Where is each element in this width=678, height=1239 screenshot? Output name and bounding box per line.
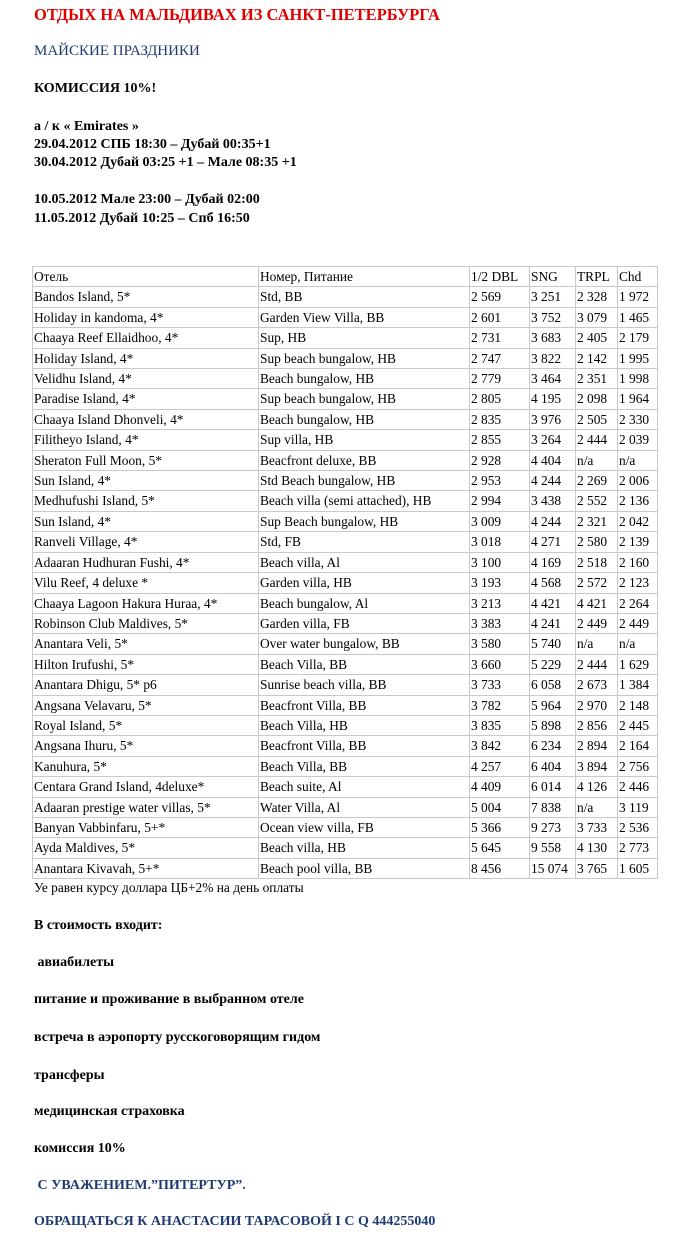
table-cell: 2 351 [576,369,618,389]
table-cell: 2 321 [576,511,618,531]
table-cell: 3 580 [470,634,530,654]
table-cell: 4 421 [530,593,576,613]
table-cell: 4 244 [530,471,576,491]
included-item-transfers: трансферы [34,1068,105,1083]
table-cell: Anantara Kivavah, 5+* [33,858,259,878]
table-cell: 2 731 [470,328,530,348]
table-cell: Sup Beach bungalow, HB [259,511,470,531]
table-cell: n/a [576,634,618,654]
table-cell: 9 273 [530,817,576,837]
table-cell: 5 964 [530,695,576,715]
table-cell: Velidhu Island, 4* [33,369,259,389]
table-cell: 3 009 [470,511,530,531]
table-cell: 3 782 [470,695,530,715]
table-cell: 5 004 [470,797,530,817]
table-cell: 5 740 [530,634,576,654]
table-cell: 3 100 [470,552,530,572]
table-cell: 5 645 [470,838,530,858]
table-row [33,369,658,389]
table-cell: Sup villa, HB [259,430,470,450]
flight-line-3: 10.05.2012 Мале 23:00 – Дубай 02:00 [34,192,260,207]
table-cell: Beach pool villa, BB [259,858,470,878]
table-row [33,450,658,470]
column-header: Chd [618,267,658,287]
table-cell: 2 572 [576,573,618,593]
table-cell: 2 123 [618,573,658,593]
table-row [33,491,658,511]
table-cell: 8 456 [470,858,530,878]
table-cell: 2 894 [576,736,618,756]
table-cell: Ayda Maldives, 5* [33,838,259,858]
table-cell: 1 629 [618,654,658,674]
table-cell: 2 552 [576,491,618,511]
table-cell: 3 464 [530,369,576,389]
table-row [33,838,658,858]
table-cell: 3 264 [530,430,576,450]
table-cell: 4 126 [576,777,618,797]
table-cell: 4 241 [530,613,576,633]
table-cell: Medhufushi Island, 5* [33,491,259,511]
table-cell: 4 568 [530,573,576,593]
table-cell: Chaaya Lagoon Hakura Huraa, 4* [33,593,259,613]
table-cell: 2 139 [618,532,658,552]
table-cell: Beach bungalow, HB [259,409,470,429]
table-row [33,532,658,552]
table-cell: 1 605 [618,858,658,878]
table-cell: n/a [576,450,618,470]
table-cell: 2 148 [618,695,658,715]
table-row [33,858,658,878]
table-cell: Beach villa (semi attached), HB [259,491,470,511]
table-header-row [33,267,658,287]
commission-note: КОМИССИЯ 10%! [34,81,157,96]
table-cell: 2 098 [576,389,618,409]
table-cell: 4 421 [576,593,618,613]
flight-line-1: 29.04.2012 СПБ 18:30 – Дубай 00:35+1 [34,137,271,152]
table-cell: Beach Villa, BB [259,654,470,674]
table-row [33,797,658,817]
table-cell: 2 835 [470,409,530,429]
table-cell: 2 580 [576,532,618,552]
table-cell: 2 970 [576,695,618,715]
table-row [33,348,658,368]
table-cell: 2 405 [576,328,618,348]
table-cell: 2 445 [618,715,658,735]
table-cell: Garden villa, HB [259,573,470,593]
table-cell: Sunrise beach villa, BB [259,675,470,695]
table-cell: 3 733 [470,675,530,695]
table-cell: Beach villa, Al [259,552,470,572]
table-row [33,471,658,491]
table-cell: 4 195 [530,389,576,409]
table-cell: Sup beach bungalow, HB [259,389,470,409]
table-cell: 6 014 [530,777,576,797]
table-cell: 3 251 [530,287,576,307]
table-row [33,409,658,429]
table-cell: 2 779 [470,369,530,389]
table-cell: Holiday Island, 4* [33,348,259,368]
table-cell: Over water bungalow, BB [259,634,470,654]
table-cell: n/a [576,797,618,817]
table-row [33,511,658,531]
table-cell: n/a [618,634,658,654]
table-cell: 2 006 [618,471,658,491]
included-item-accommodation: питание и проживание в выбранном отеле [34,992,304,1007]
table-cell: 3 383 [470,613,530,633]
table-row [33,430,658,450]
table-cell: 3 079 [576,307,618,327]
table-row [33,715,658,735]
table-cell: 5 229 [530,654,576,674]
table-cell: 6 058 [530,675,576,695]
table-cell: 2 039 [618,430,658,450]
table-row [33,654,658,674]
table-cell: 2 136 [618,491,658,511]
table-cell: Holiday in kandoma, 4* [33,307,259,327]
table-cell: 4 244 [530,511,576,531]
table-cell: 2 601 [470,307,530,327]
table-row [33,573,658,593]
table-cell: Bandos Island, 5* [33,287,259,307]
table-cell: 1 998 [618,369,658,389]
table-cell: n/a [618,450,658,470]
table-cell: 2 505 [576,409,618,429]
table-cell: 3 733 [576,817,618,837]
flight-line-2: 30.04.2012 Дубай 03:25 +1 – Мале 08:35 +1 [34,155,297,170]
table-cell: Anantara Dhigu, 5* p6 [33,675,259,695]
page-subtitle: МАЙСКИЕ ПРАЗДНИКИ [34,43,200,59]
table-cell: Chaaya Island Dhonveli, 4* [33,409,259,429]
table-cell: 3 119 [618,797,658,817]
table-row [33,307,658,327]
included-item-commission: комиссия 10% [34,1141,126,1156]
table-cell: 2 449 [576,613,618,633]
table-cell: 3 213 [470,593,530,613]
table-cell: 2 264 [618,593,658,613]
table-cell: 9 558 [530,838,576,858]
table-row [33,695,658,715]
table-cell: 2 160 [618,552,658,572]
table-cell: 15 074 [530,858,576,878]
table-cell: 2 747 [470,348,530,368]
table-cell: 5 366 [470,817,530,837]
table-cell: 2 855 [470,430,530,450]
table-cell: 2 536 [618,817,658,837]
table-cell: Robinson Club Maldives, 5* [33,613,259,633]
table-row [33,328,658,348]
table-cell: Sheraton Full Moon, 5* [33,450,259,470]
table-cell: 1 964 [618,389,658,409]
table-cell: 2 164 [618,736,658,756]
table-cell: Beach suite, Al [259,777,470,797]
table-cell: 2 856 [576,715,618,735]
table-cell: Angsana Ihuru, 5* [33,736,259,756]
table-cell: 3 660 [470,654,530,674]
table-cell: 3 438 [530,491,576,511]
table-cell: 3 193 [470,573,530,593]
table-cell: Sun Island, 4* [33,471,259,491]
included-item-meeting: встреча в аэропорту русскоговорящим гидом [34,1030,321,1045]
table-cell: 2 928 [470,450,530,470]
table-cell: Beach bungalow, HB [259,369,470,389]
table-cell: Banyan Vabbinfaru, 5+* [33,817,259,837]
table-cell: Beach Villa, HB [259,715,470,735]
table-cell: Std, FB [259,532,470,552]
table-cell: 2 518 [576,552,618,572]
table-cell: 3 976 [530,409,576,429]
table-cell: 2 569 [470,287,530,307]
table-cell: 3 842 [470,736,530,756]
table-cell: Std, BB [259,287,470,307]
table-cell: 3 835 [470,715,530,735]
table-cell: Royal Island, 5* [33,715,259,735]
table-cell: 2 328 [576,287,618,307]
airline-label: а / к « Emirates » [34,119,139,134]
contact-line: ОБРАЩАТЬСЯ К АНАСТАСИИ ТАРАСОВОЙ I C Q 444255040 [34,1214,436,1229]
table-cell: 2 444 [576,430,618,450]
table-cell: 4 169 [530,552,576,572]
table-cell: 4 409 [470,777,530,797]
table-cell: Beach Villa, BB [259,756,470,776]
table-cell: 2 773 [618,838,658,858]
table-cell: 2 179 [618,328,658,348]
table-cell: 2 994 [470,491,530,511]
table-cell: 3 683 [530,328,576,348]
table-cell: Garden View Villa, BB [259,307,470,327]
table-cell: Ranveli Village, 4* [33,532,259,552]
table-cell: Beach bungalow, Al [259,593,470,613]
table-cell: 2 330 [618,409,658,429]
table-cell: 4 130 [576,838,618,858]
table-cell: 2 444 [576,654,618,674]
table-cell: 1 972 [618,287,658,307]
table-cell: 3 894 [576,756,618,776]
table-cell: Kanuhura, 5* [33,756,259,776]
table-cell: 1 995 [618,348,658,368]
table-cell: 2 042 [618,511,658,531]
column-header: SNG [530,267,576,287]
table-cell: Sun Island, 4* [33,511,259,531]
table-cell: Beacfront deluxe, BB [259,450,470,470]
table-cell: 6 404 [530,756,576,776]
column-header: Номер, Питание [259,267,470,287]
table-cell: 2 446 [618,777,658,797]
table-row [33,287,658,307]
table-cell: Anantara Veli, 5* [33,634,259,654]
included-item-flights: авиабилеты [34,955,115,970]
table-cell: 2 673 [576,675,618,695]
table-row [33,389,658,409]
table-cell: Sup beach bungalow, HB [259,348,470,368]
table-cell: 6 234 [530,736,576,756]
table-cell: Ocean view villa, FB [259,817,470,837]
table-cell: 2 805 [470,389,530,409]
table-cell: Std Beach bungalow, HB [259,471,470,491]
table-cell: 2 756 [618,756,658,776]
regards-line: С УВАЖЕНИЕМ.”ПИТЕРТУР”. [34,1178,246,1193]
table-row [33,613,658,633]
table-cell: Centara Grand Island, 4deluxe* [33,777,259,797]
table-row [33,736,658,756]
table-row [33,756,658,776]
table-cell: Paradise Island, 4* [33,389,259,409]
table-cell: 3 752 [530,307,576,327]
page-title: ОТДЫХ НА МАЛЬДИВАХ ИЗ САНКТ-ПЕТЕРБУРГА [34,5,440,24]
table-cell: Water Villa, Al [259,797,470,817]
table-cell: 4 404 [530,450,576,470]
table-cell: 2 269 [576,471,618,491]
table-cell: Adaaran Hudhuran Fushi, 4* [33,552,259,572]
table-cell: 1 384 [618,675,658,695]
table-cell: Chaaya Reef Ellaidhoo, 4* [33,328,259,348]
table-row [33,675,658,695]
table-cell: Garden villa, FB [259,613,470,633]
table-cell: Sup, HB [259,328,470,348]
table-cell: Adaaran prestige water villas, 5* [33,797,259,817]
flight-line-4: 11.05.2012 Дубай 10:25 – Спб 16:50 [34,211,250,226]
table-row [33,593,658,613]
included-heading: В стоимость входит: [34,918,163,933]
table-cell: 5 898 [530,715,576,735]
table-cell: 7 838 [530,797,576,817]
table-cell: Angsana Velavaru, 5* [33,695,259,715]
table-cell: Beach villa, HB [259,838,470,858]
table-cell: 2 449 [618,613,658,633]
table-cell: 2 142 [576,348,618,368]
price-table [32,266,658,879]
table-cell: 4 271 [530,532,576,552]
table-row [33,634,658,654]
table-row [33,817,658,837]
table-row [33,777,658,797]
table-cell: 3 822 [530,348,576,368]
table-cell: 2 953 [470,471,530,491]
table-cell: 1 465 [618,307,658,327]
table-cell: Vilu Reef, 4 deluxe * [33,573,259,593]
table-cell: 3 765 [576,858,618,878]
table-cell: Beacfront Villa, BB [259,736,470,756]
column-header: Отель [33,267,259,287]
currency-note: Уе равен курсу доллара ЦБ+2% на день оплаты [34,880,304,895]
included-item-insurance: медицинская страховка [34,1104,185,1119]
table-cell: 3 018 [470,532,530,552]
column-header: TRPL [576,267,618,287]
column-header: 1/2 DBL [470,267,530,287]
price-table-body [33,267,658,879]
table-cell: Filitheyo Island, 4* [33,430,259,450]
table-row [33,552,658,572]
table-cell: Hilton Irufushi, 5* [33,654,259,674]
table-cell: 4 257 [470,756,530,776]
table-cell: Beacfront Villa, BB [259,695,470,715]
